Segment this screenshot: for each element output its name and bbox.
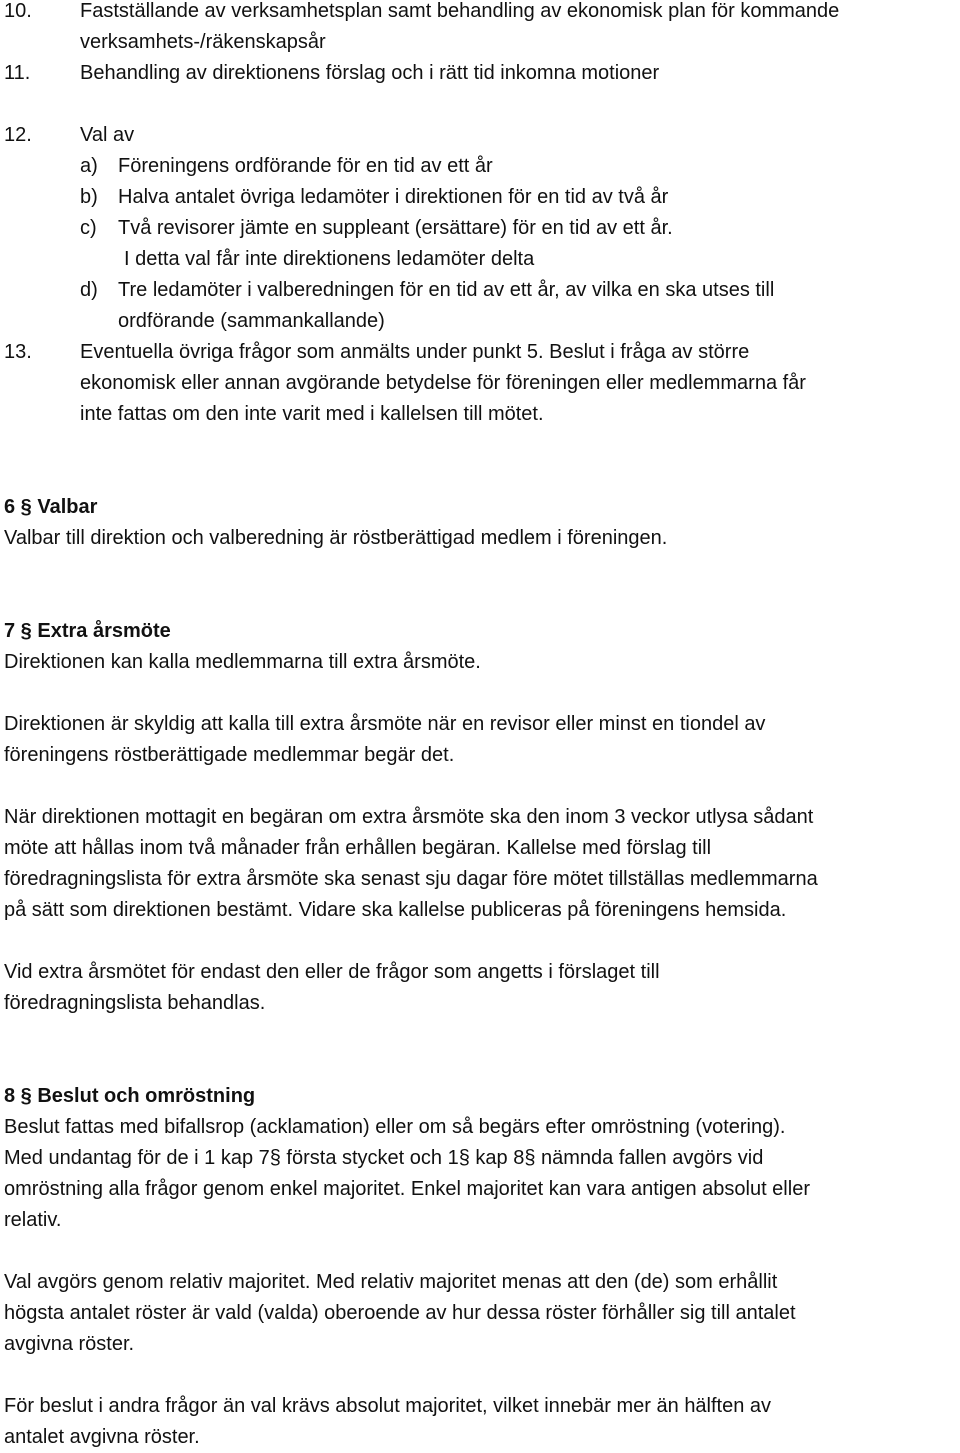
sub-item-note: I detta val får inte direktionens ledamöter delta bbox=[124, 248, 535, 270]
paragraph-line: föredragningslista behandlas. bbox=[4, 992, 266, 1014]
agenda-text-continued: inte fattas om den inte varit med i kallelsen till mötet. bbox=[80, 403, 544, 425]
sub-item-b bbox=[0, 182, 960, 213]
paragraph-line: föredragningslista för extra årsmöte ska senast sju dagar före mötet tillställas medlemmarna bbox=[4, 868, 818, 890]
agenda-item-11 bbox=[0, 58, 960, 89]
agenda-text: Val av bbox=[80, 124, 135, 146]
paragraph-line: Direktionen kan kalla medlemmarna till extra årsmöte. bbox=[4, 651, 481, 673]
paragraph-line: Direktionen är skyldig att kalla till extra årsmöte när en revisor eller minst en tiondel av bbox=[4, 713, 766, 735]
spacer bbox=[0, 1236, 960, 1267]
paragraph-line: avgivna röster. bbox=[4, 1333, 135, 1355]
section-heading: 7 § Extra årsmöte bbox=[4, 620, 171, 642]
spacer bbox=[0, 1360, 960, 1391]
agenda-number: 13. bbox=[4, 341, 32, 363]
agenda-text-continued: ekonomisk eller annan avgörande betydelse för föreningen eller medlemmarna får bbox=[80, 372, 806, 394]
spacer bbox=[0, 926, 960, 957]
sub-item-text: Tre ledamöter i valberedningen för en tid av ett år, av vilka en ska utses till bbox=[118, 279, 775, 301]
sub-item-text-continued: ordförande (sammankallande) bbox=[118, 310, 385, 332]
spacer bbox=[0, 1019, 960, 1050]
paragraph-line: möte att hållas inom två månader från erhållen begäran. Kallelse med förslag till bbox=[4, 837, 712, 859]
paragraph-line: Vid extra årsmötet för endast den eller de frågor som angetts i förslaget till bbox=[4, 961, 660, 983]
paragraph-line: högsta antalet röster är vald (valda) oberoende av hur dessa röster förhåller sig till antalet bbox=[4, 1302, 796, 1324]
paragraph-line: När direktionen mottagit en begäran om extra årsmöte ska den inom 3 veckor utlysa sådant bbox=[4, 806, 814, 828]
sub-item-letter: b) bbox=[80, 186, 98, 208]
agenda-item-12 bbox=[0, 120, 960, 151]
sub-item-c bbox=[0, 213, 960, 244]
agenda-item-13 bbox=[0, 337, 960, 368]
section-heading: 6 § Valbar bbox=[4, 496, 98, 518]
paragraph-line: omröstning alla frågor genom enkel majoritet. Enkel majoritet kan vara antigen absolut eller bbox=[4, 1178, 810, 1200]
sub-item-d bbox=[0, 275, 960, 306]
spacer bbox=[0, 1050, 960, 1081]
spacer bbox=[0, 430, 960, 461]
spacer bbox=[0, 461, 960, 492]
paragraph-line: antalet avgivna röster. bbox=[4, 1426, 200, 1448]
paragraph-line: För beslut i andra frågor än val krävs absolut majoritet, vilket innebär mer än hälften av bbox=[4, 1395, 772, 1417]
sub-item-letter: d) bbox=[80, 279, 98, 301]
agenda-text: Eventuella övriga frågor som anmälts under punkt 5. Beslut i fråga av större bbox=[80, 341, 750, 363]
agenda-number: 10. bbox=[4, 0, 32, 22]
paragraph-line: Valbar till direktion och valberedning är röstberättigad medlem i föreningen. bbox=[4, 527, 668, 549]
paragraph-line: relativ. bbox=[4, 1209, 62, 1231]
sub-item-letter: a) bbox=[80, 155, 98, 177]
agenda-text-continued: verksamhets-/räkenskapsår bbox=[80, 31, 326, 53]
agenda-text: Fastställande av verksamhetsplan samt behandling av ekonomisk plan för kommande bbox=[80, 0, 840, 22]
agenda-number: 12. bbox=[4, 124, 32, 146]
section-heading: 8 § Beslut och omröstning bbox=[4, 1085, 256, 1107]
paragraph-line: Med undantag för de i 1 kap 7§ första stycket och 1§ kap 8§ nämnda fallen avgörs vid bbox=[4, 1147, 764, 1169]
paragraph-line: föreningens röstberättigade medlemmar begär det. bbox=[4, 744, 455, 766]
spacer bbox=[0, 554, 960, 585]
sub-item-text: Föreningens ordförande för en tid av ett år bbox=[118, 155, 493, 177]
paragraph-line: Beslut fattas med bifallsrop (acklamation) eller om så begärs efter omröstning (votering). bbox=[4, 1116, 786, 1138]
paragraph-line: Val avgörs genom relativ majoritet. Med relativ majoritet menas att den (de) som erhållit bbox=[4, 1271, 778, 1293]
spacer bbox=[0, 585, 960, 616]
spacer bbox=[0, 89, 960, 120]
agenda-text: Behandling av direktionens förslag och i rätt tid inkomna motioner bbox=[80, 62, 660, 84]
paragraph-line: på sätt som direktionen bestämt. Vidare ska kallelse publiceras på föreningens hemsida. bbox=[4, 899, 787, 921]
sub-item-text: Halva antalet övriga ledamöter i direktionen för en tid av två år bbox=[118, 186, 669, 208]
agenda-number: 11. bbox=[4, 62, 31, 84]
sub-item-a bbox=[0, 151, 960, 182]
spacer bbox=[0, 771, 960, 802]
sub-item-text: Två revisorer jämte en suppleant (ersättare) för en tid av ett år. bbox=[118, 217, 673, 239]
sub-item-letter: c) bbox=[80, 217, 97, 239]
agenda-item-10 bbox=[0, 0, 960, 27]
spacer bbox=[0, 678, 960, 709]
